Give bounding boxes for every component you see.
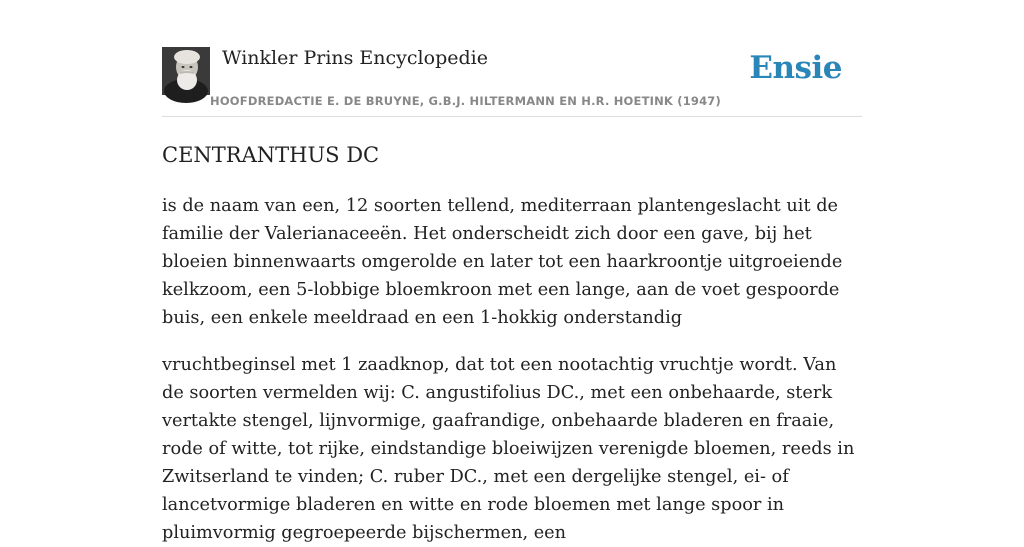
ensie-logo-link[interactable]: Ensie: [749, 50, 842, 86]
editor-portrait-avatar: [162, 47, 210, 95]
header: [162, 44, 862, 117]
article: [162, 140, 862, 547]
article-headword: CENTRANTHUS DC: [162, 143, 380, 167]
site-title[interactable]: Winkler Prins Encyclopedie: [222, 47, 488, 69]
editorial-credit: HOOFDREDACTIE E. DE BRUYNE, G.B.J. HILTERMANN EN H.R. HOETINK (1947): [210, 94, 721, 108]
article-paragraph: is de naam van een, 12 soorten tellend, mediterraan plantengeslacht uit de familie der Valerianaceeën. Het onderscheidt zich door een gave, bij het bloeien binnenwaarts omgerolde en later tot een haarkroontje uitgroeiende kelkzoom, een 5-lobbige bloemkroon met een lange, aan de voet gespoorde buis, een enkele meeldraad en een 1-hokkig onderstandig: [162, 196, 843, 328]
portrait-image: [162, 47, 210, 95]
article-paragraph: vruchtbeginsel met 1 zaadknop, dat tot een nootachtig vruchtje wordt. Van de soorten vermelden wij: C. angustifolius DC., met een onbehaarde, sterk vertakte stengel, lijnvormige, gaafrandige, onbehaarde bladeren en fraaie, rode of witte, tot rijke, eindstandige bloeiwijzen verenigde bloemen, reeds in Zwitserland te vinden; C. ruber DC., met een dergelijke stengel, ei- of lancetvormige bladeren en witte en rode bloemen met lange spoor in pluimvormig gegroepeerde bijschermen, een: [162, 355, 855, 543]
